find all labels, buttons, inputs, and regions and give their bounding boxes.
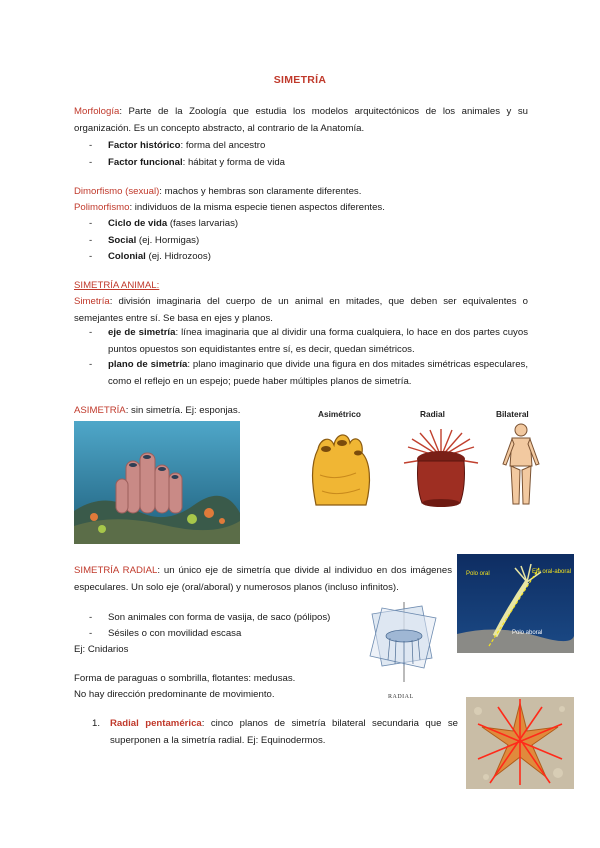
- morfologia-paragraph: [74, 104, 528, 138]
- asymmetric-sponge-illustration: [306, 425, 384, 510]
- page-title: SIMETRÍA: [273, 74, 327, 86]
- list-item: - Factor funcional: hábitat y forma de vida: [89, 157, 286, 168]
- starfish-photo: [466, 697, 574, 789]
- label-radial: Radial: [420, 409, 445, 419]
- sponge-photo: [74, 421, 240, 544]
- dimorfismo-line: Dimorfismo (sexual): machos y hembras son claramente diferentes.: [74, 186, 362, 197]
- radial-diagram-label: RADIAL: [388, 694, 414, 700]
- list-number: 1.: [92, 718, 101, 729]
- radial-planes-diagram: [362, 598, 446, 694]
- list-item: - Son animales con forma de vasija, de saco (pólipos): [89, 612, 331, 623]
- polo-oral-label: Polo oral: [466, 571, 490, 577]
- medusas-line: Forma de paraguas o sombrilla, flotantes: medusas.: [74, 673, 296, 684]
- list-item: - Social (ej. Hormigas): [89, 235, 200, 246]
- section-heading-simetria-animal: SIMETRÍA ANIMAL:: [74, 280, 160, 291]
- polimorfismo-line: Polimorfismo: individuos de la misma especie tienen aspectos diferentes.: [74, 202, 385, 213]
- cnidarios-example: Ej: Cnidarios: [74, 644, 129, 655]
- label-asimetrico: Asimétrico: [318, 409, 361, 419]
- eje-oral-aboral-label: Eje oral-aboral: [532, 569, 572, 575]
- list-item: - Factor histórico: forma del ancestro: [89, 140, 266, 151]
- list-item: - plano de simetría: plano imaginario que divide una figura en dos mitades simétricas especulares, como el reflejo en un espejo; puede haber múltiples planos de simetría.: [89, 359, 529, 387]
- morfologia-text: : Parte de la Zoología que estudia los modelos arquitectónicos de los animales y su organización. Es un concepto abstracto, al contrario de la Anatomía.: [74, 106, 528, 134]
- simetria-radial-paragraph: SIMETRÍA RADIAL: un único eje de simetría que divide al individuo en dos imágenes especulares. Un solo eje (oral/aboral) y numerosos planos (incluso infinitos).: [74, 565, 452, 593]
- list-item: - Colonial (ej. Hidrozoos): [89, 251, 211, 262]
- movimiento-line: No hay dirección predominante de movimiento.: [74, 689, 275, 700]
- anemone-illustration: [400, 425, 482, 510]
- label-bilateral: Bilateral: [496, 409, 529, 419]
- list-item: - Sésiles o con movilidad escasa: [89, 628, 242, 639]
- morfologia-term: Morfología: [74, 106, 120, 117]
- list-item: - eje de simetría: línea imaginaria que al dividir una forma cualquiera, lo hace en dos partes cuyos puntos opuestos son equidistantes entre sí, es decir, quedan simétricos.: [89, 327, 528, 355]
- human-bilateral-illustration: [495, 420, 547, 510]
- pentamera-paragraph: Radial pentamérica: cinco planos de simetría bilateral secundaria que se superponen a la simetría radial. Ej: Equinodermos.: [110, 718, 458, 746]
- asimetria-line: ASIMETRÍA: sin simetría. Ej: esponjas.: [74, 405, 241, 416]
- list-item: - Ciclo de vida (fases larvarias): [89, 218, 239, 229]
- simetria-paragraph: Simetría: división imaginaria del cuerpo de un animal en mitades, que deben ser equivalentes o semejantes entre sí. Se basa en ejes y planos.: [74, 296, 528, 324]
- polo-aboral-label: Polo aboral: [512, 630, 543, 636]
